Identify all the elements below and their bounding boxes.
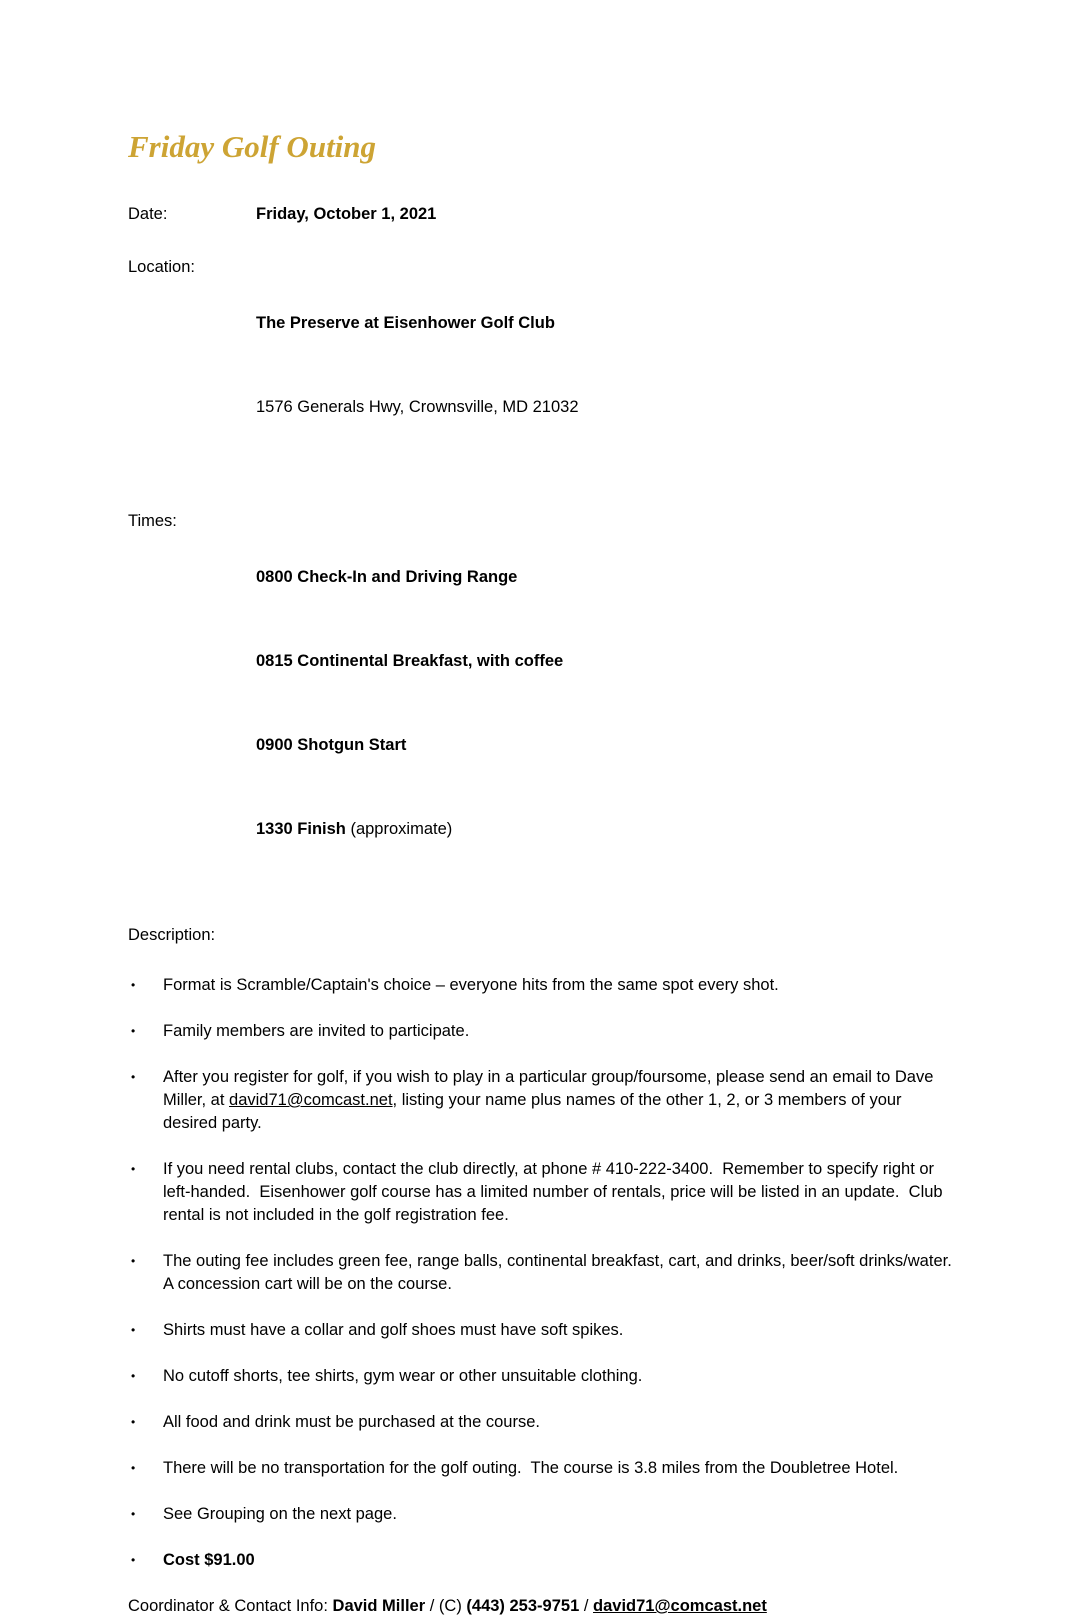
list-item-rentals <box>128 1158 960 1227</box>
list-item-text: The outing fee includes green fee, range balls, continental breakfast, cart, and drinks, beer/soft drinks/water. A concession cart will be on the course. <box>163 1252 961 1293</box>
times-line: 1330 Finish (approximate) <box>256 820 453 838</box>
list-item-text: Shirts must have a collar and golf shoes must have soft spikes. <box>163 1321 624 1339</box>
bullet-icon: • <box>131 1162 136 1176</box>
list-item-text: See Grouping on the next page. <box>163 1505 397 1523</box>
date-label: Date: <box>128 205 168 223</box>
description-list <box>128 974 960 1572</box>
list-item-outing-fee <box>128 1250 960 1296</box>
times-line: 0815 Continental Breakfast, with coffee <box>256 652 564 670</box>
list-item-text: If you need rental clubs, contact the club directly, at phone # 410-222-3400. Remember to specify right or left-handed. Eisenhower golf course has a limited number of rentals, price will be listed in an update. Club rental is not included in the golf registration fee. <box>163 1160 948 1224</box>
times-row <box>128 507 960 899</box>
list-item-shirts <box>128 1319 960 1342</box>
list-item-text: Cost $91.00 <box>163 1551 255 1569</box>
list-item-text: Family members are invited to participate. <box>163 1022 470 1040</box>
group-request-after: , listing your name plus names of the other 1, 2, or 3 members of your desired party. <box>163 1091 907 1132</box>
list-item-text: All food and drink must be purchased at the course. <box>163 1413 540 1431</box>
list-item-format <box>128 974 960 997</box>
bullet-icon: • <box>131 978 136 992</box>
coordinator-contact-line <box>128 1595 960 1618</box>
contact-email-link[interactable]: david71@comcast.net <box>593 1597 767 1615</box>
list-item-clothing <box>128 1365 960 1388</box>
bullet-icon: • <box>131 1461 136 1475</box>
list-item-text: No cutoff shorts, tee shirts, gym wear or other unsuitable clothing. <box>163 1367 643 1385</box>
description-label: Description: <box>128 926 216 944</box>
bullet-icon: • <box>131 1507 136 1521</box>
group-request-before: After you register for golf, if you wish to play in a particular group/foursome, please send an email to Dave Miller, at <box>163 1068 938 1109</box>
times-label: Times: <box>128 512 177 530</box>
list-item-family <box>128 1020 960 1043</box>
bullet-icon: • <box>131 1323 136 1337</box>
times-value <box>256 507 563 899</box>
location-name: The Preserve at Eisenhower Golf Club <box>256 314 555 332</box>
bullet-icon: • <box>131 1254 136 1268</box>
list-item-cost <box>128 1549 960 1572</box>
bullet-icon: • <box>131 1415 136 1429</box>
list-item-transportation <box>128 1457 960 1480</box>
location-value <box>256 253 579 477</box>
times-line: 0800 Check-In and Driving Range <box>256 568 518 586</box>
contact-separator: / <box>579 1597 594 1615</box>
location-row <box>128 253 960 477</box>
list-item-food <box>128 1411 960 1434</box>
list-item-group-request <box>128 1066 960 1135</box>
bullet-icon: • <box>131 1024 136 1038</box>
date-row <box>128 200 960 228</box>
list-item-text: Format is Scramble/Captain's choice – everyone hits from the same spot every shot. <box>163 976 779 994</box>
times-line: 0900 Shotgun Start <box>256 736 407 754</box>
contact-phone: (443) 253-9751 <box>466 1597 580 1615</box>
email-link[interactable]: david71@comcast.net <box>229 1091 393 1109</box>
contact-separator: / (C) <box>425 1597 467 1615</box>
list-item-text <box>163 1066 960 1135</box>
bullet-icon: • <box>131 1553 136 1567</box>
date-value: Friday, October 1, 2021 <box>256 205 437 223</box>
location-address: 1576 Generals Hwy, Crownsville, MD 21032 <box>256 398 579 416</box>
location-label: Location: <box>128 258 195 276</box>
contact-prefix: Coordinator & Contact Info: <box>128 1597 333 1615</box>
list-item-text: There will be no transportation for the golf outing. The course is 3.8 miles from the Doubletree Hotel. <box>163 1459 899 1477</box>
bullet-icon: • <box>131 1070 136 1084</box>
bullet-icon: • <box>131 1369 136 1383</box>
list-item-grouping <box>128 1503 960 1526</box>
page-title: Friday Golf Outing <box>128 129 377 164</box>
contact-name: David Miller <box>332 1597 426 1615</box>
